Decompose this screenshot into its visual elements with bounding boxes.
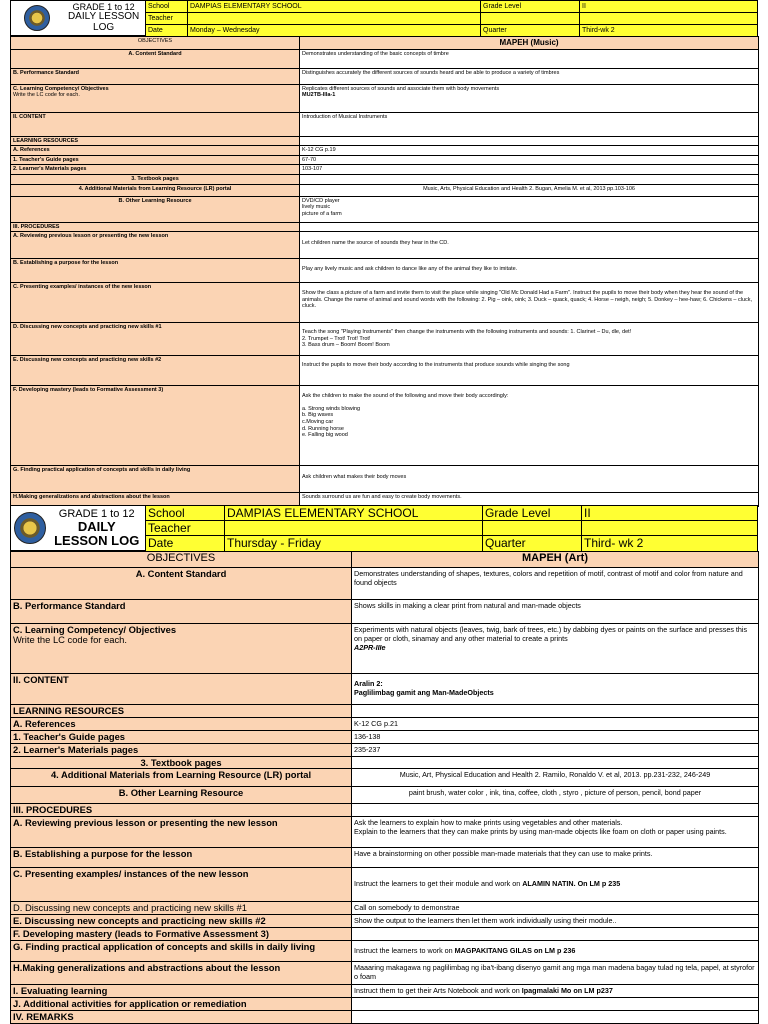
- lesson-log-header: [10, 0, 758, 36]
- row-label: LEARNING RESOURCES: [11, 136, 300, 146]
- row-label: 4. Additional Materials from Learning Resource (LR) portal: [11, 184, 300, 196]
- row-value: paint brush, water color , ink, tina, coffee, cloth , styro , picture of person, pencil, bond paper: [352, 787, 759, 804]
- row-value: Replicates different sources of sounds and associate them with body movements MU2TB-IIIa-1: [300, 84, 759, 112]
- date-label: Date: [145, 536, 224, 552]
- grade-level-label: Grade Level: [480, 1, 579, 13]
- row-label: B. Performance Standard: [11, 68, 300, 84]
- lesson-plan-table: [10, 551, 759, 1024]
- log-title: GRADE 1 to 12 DAILY LESSON LOG: [54, 507, 140, 548]
- teacher-value: [224, 521, 482, 536]
- row-label: III. PROCEDURES: [11, 222, 300, 232]
- row-label: G. Finding practical application of concepts and skills in daily living: [11, 940, 352, 961]
- row-value: Teach the song "Playing Instruments" then change the instruments with the following instruments and sounds: 1. Clarinet – Du, dle, det! 2. Trumpet – Trot! Trot! Trot! 3. Bass drum – Boom! Boom! Boom: [300, 323, 759, 356]
- row-value: Music, Art, Physical Education and Health 2. Ramilo, Ronaldo V. et al, 2013. pp.231-232, 246-249: [352, 769, 759, 787]
- row-label: C. Learning Competency/ Objectives Write the LC code for each.: [11, 624, 352, 674]
- row-value: [300, 174, 759, 184]
- row-label: G. Finding practical application of concepts and skills in daily living: [11, 466, 300, 493]
- row-value: 235-237: [352, 743, 759, 756]
- quarter-value: Third-wk 2: [579, 25, 757, 37]
- teacher-extra-cell: [579, 13, 757, 25]
- deped-seal-logo: [11, 506, 48, 550]
- row-label: D. Discussing new concepts and practicing new skills #1: [11, 323, 300, 356]
- row-label: II. CONTENT: [11, 674, 352, 705]
- row-label: II. CONTENT: [11, 112, 300, 136]
- lesson-log-header: [10, 505, 758, 551]
- row-label: 2. Learner's Materials pages: [11, 165, 300, 175]
- row-label: 2. Learner's Materials pages: [11, 743, 352, 756]
- row-label: A. Content Standard: [11, 49, 300, 68]
- lesson-log-music: [10, 0, 758, 505]
- row-label: 3. Textbook pages: [11, 756, 352, 769]
- school-value: DAMPIAS ELEMENTARY SCHOOL: [224, 506, 482, 521]
- row-value: [352, 705, 759, 718]
- header-info-grid: [145, 506, 757, 550]
- row-value: Music, Arts, Physical Education and Health 2. Bugan, Amelia M. et al, 2013 pp.103-106: [300, 184, 759, 196]
- row-label: F. Developing mastery (leads to Formative Assessment 3): [11, 928, 352, 941]
- objectives-header: OBJECTIVES: [11, 552, 352, 568]
- grade-level-value: II: [581, 506, 757, 521]
- row-label: B. Other Learning Resource: [11, 196, 300, 222]
- row-value: Distinguishes accurately the different sources of sounds heard and be able to produce a variety of timbres: [300, 68, 759, 84]
- teacher-extra-cell: [482, 521, 581, 536]
- row-label: LEARNING RESOURCES: [11, 705, 352, 718]
- row-value: [300, 136, 759, 146]
- row-label: 1. Teacher's Guide pages: [11, 730, 352, 743]
- row-value: Aralin 2: Paglilimbag gamit ang Man-MadeObjects: [352, 674, 759, 705]
- row-label: C. Presenting examples/ instances of the new lesson: [11, 868, 352, 902]
- row-value: Show the output to the learners then let them work individually using their module..: [352, 915, 759, 928]
- row-label: 3. Textbook pages: [11, 174, 300, 184]
- row-value: Demonstrates understanding of shapes, textures, colors and repetition of motif, contrast of motif and color from nature and found objects: [352, 568, 759, 600]
- school-label: School: [145, 506, 224, 521]
- row-value: Let children name the source of sounds they hear in the CD.: [300, 232, 759, 259]
- grade-level-value: II: [579, 1, 757, 13]
- row-value: Maaaring makagawa ng paglilimbag ng iba't-ibang disenyo gamit ang mga man madena bagay tulad ng tela, papel, at styrofor o foam: [352, 961, 759, 984]
- row-value: Demonstrates understanding of the basic concepts of timbre: [300, 49, 759, 68]
- row-value: Show the class a picture of a farm and invite them to visit the place while singing "Old Mc Donald Had a Farm". Instruct the pupils to move their body when they hear the sound of the animals. Change the name of animal and sound words with the following: 2. Pig – oink, oink; 3. Duck – quack, quack; 4. Horse – neigh, neigh; 5. Donkey – hee-haw; 6. Chickens – cluck, cluck.: [300, 283, 759, 323]
- row-value: K-12 CG p.19: [300, 146, 759, 156]
- grade-level-label: Grade Level: [482, 506, 581, 521]
- row-label: C. Learning Competency/ Objectives Write the LC code for each.: [11, 84, 300, 112]
- quarter-value: Third- wk 2: [581, 536, 757, 552]
- row-label: I. Evaluating learning: [11, 984, 352, 997]
- objectives-header: OBJECTIVES: [11, 37, 300, 50]
- row-value: [352, 928, 759, 941]
- quarter-label: Quarter: [482, 536, 581, 552]
- row-label: A. Content Standard: [11, 568, 352, 600]
- row-label: E. Discussing new concepts and practicing new skills #2: [11, 915, 352, 928]
- row-value: Experiments with natural objects (leaves, twig, bark of trees, etc.) by dabbing dyes or paints on the surface and presses this on paper or cloth, sinamay and any other material to create a prints A2PR-IIIe: [352, 624, 759, 674]
- row-value: K-12 CG p.21: [352, 717, 759, 730]
- row-value: [352, 804, 759, 817]
- row-label: D. Discussing new concepts and practicing new skills #1: [11, 902, 352, 915]
- row-value: Instruct the learners to get their module and work on ALAMIN NATIN. On LM p 235: [352, 868, 759, 902]
- row-value: Call on somebody to demonstrae: [352, 902, 759, 915]
- row-value: Instruct them to get their Arts Notebook and work on Ipagmalaki Mo on LM p237: [352, 984, 759, 997]
- teacher-label: Teacher: [145, 13, 187, 25]
- row-value: Have a brainstorming on other possible man-made materials that they can use to make prints.: [352, 848, 759, 868]
- row-value: Instruct the learners to work on MAGPAKITANG GILAS on LM p 236: [352, 940, 759, 961]
- teacher-extra-cell: [480, 13, 579, 25]
- row-value: DVD/CD player lively music picture of a farm: [300, 196, 759, 222]
- row-value: Ask the children to make the sound of the following and move their body accordingly: a. Strong winds blowing b. Big waves c.Moving car d. Running horse e. Falling big wood: [300, 386, 759, 466]
- date-value: Monday – Wednesday: [187, 25, 480, 37]
- row-value: Ask the learners to explain how to make prints using vegetables and other materials. Explain to the learners that they can make prints by using man-made objects like foam on cloth or paper using paints.: [352, 817, 759, 848]
- row-value: Play any lively music and ask children to dance like any of the animal they like to imitate.: [300, 259, 759, 283]
- date-label: Date: [145, 25, 187, 37]
- row-value: Sounds surround us are fun and easy to create body movements.: [300, 493, 759, 507]
- row-label: 1. Teacher's Guide pages: [11, 155, 300, 165]
- log-title: GRADE 1 to 12 DAILY LESSON LOG: [67, 1, 140, 33]
- row-label: E. Discussing new concepts and practicing new skills #2: [11, 356, 300, 386]
- row-label: H.Making generalizations and abstractions about the lesson: [11, 493, 300, 507]
- date-value: Thursday - Friday: [224, 536, 482, 552]
- quarter-label: Quarter: [480, 25, 579, 37]
- row-value: [300, 222, 759, 232]
- row-label: A. References: [11, 717, 352, 730]
- row-label: C. Presenting examples/ instances of the new lesson: [11, 283, 300, 323]
- row-value: 136-138: [352, 730, 759, 743]
- row-label: H.Making generalizations and abstractions about the lesson: [11, 961, 352, 984]
- row-label: B. Establishing a purpose for the lesson: [11, 848, 352, 868]
- teacher-label: Teacher: [145, 521, 224, 536]
- row-label: J. Additional activities for application or remediation: [11, 997, 352, 1010]
- row-value: [352, 756, 759, 769]
- row-label: A. Reviewing previous lesson or presenting the new lesson: [11, 817, 352, 848]
- lesson-log-art: [10, 505, 758, 1022]
- row-label: A. Reviewing previous lesson or presenting the new lesson: [11, 232, 300, 259]
- school-label: School: [145, 1, 187, 13]
- subject-header: MAPEH (Art): [352, 552, 759, 568]
- row-value: Introduction of Musical Instruments: [300, 112, 759, 136]
- row-label: B. Performance Standard: [11, 600, 352, 624]
- teacher-value: [187, 13, 480, 25]
- row-label: F. Developing mastery (leads to Formative Assessment 3): [11, 386, 300, 466]
- deped-seal-logo: [11, 1, 62, 35]
- row-value: [352, 1010, 759, 1023]
- row-label: B. Other Learning Resource: [11, 787, 352, 804]
- header-info-grid: [145, 1, 757, 35]
- row-label: III. PROCEDURES: [11, 804, 352, 817]
- subject-header: MAPEH (Music): [300, 37, 759, 50]
- row-value: Ask children what makes their body moves: [300, 466, 759, 493]
- row-label: IV. REMARKS: [11, 1010, 352, 1023]
- row-value: Instruct the pupils to move their body according to the instruments that produce sounds while singing the song: [300, 356, 759, 386]
- school-value: DAMPIAS ELEMENTARY SCHOOL: [187, 1, 480, 13]
- row-label: 4. Additional Materials from Learning Resource (LR) portal: [11, 769, 352, 787]
- lesson-plan-table: [10, 36, 759, 507]
- row-value: 103-107: [300, 165, 759, 175]
- row-value: Shows skills in making a clear print from natural and man-made objects: [352, 600, 759, 624]
- row-value: [352, 997, 759, 1010]
- row-label: B. Establishing a purpose for the lesson: [11, 259, 300, 283]
- teacher-extra-cell: [581, 521, 757, 536]
- row-value: 67-70: [300, 155, 759, 165]
- row-label: A. References: [11, 146, 300, 156]
